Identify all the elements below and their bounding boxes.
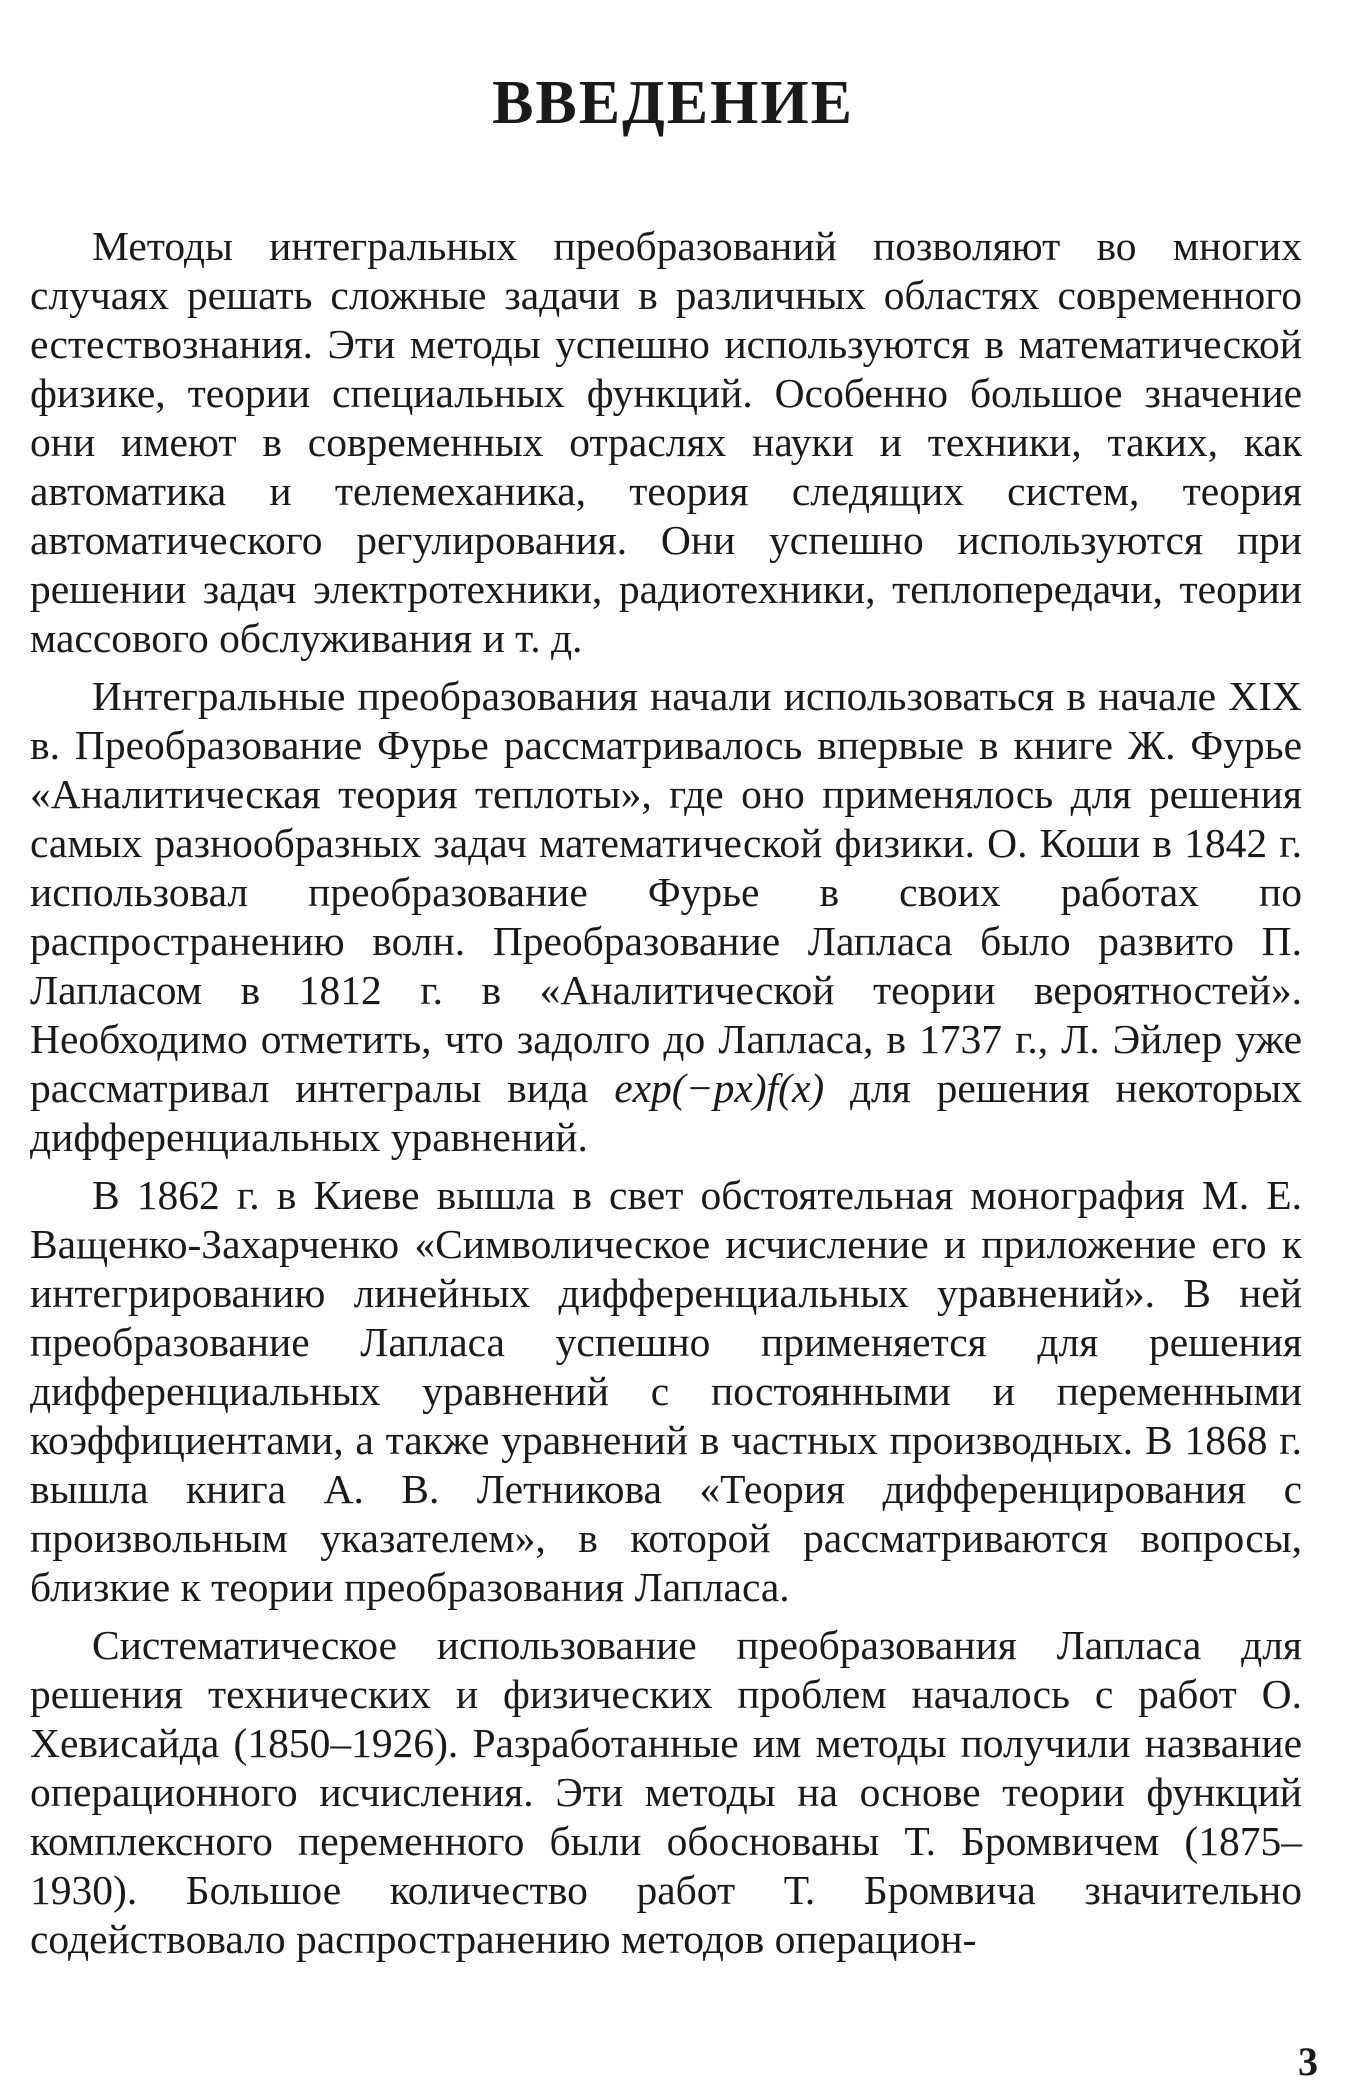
- body-text: [30, 222, 1302, 1973]
- euler-integral-formula: exp(−px)f(x): [614, 1065, 825, 1111]
- chapter-title: ВВЕДЕНИЕ: [492, 69, 854, 137]
- paragraph-4: Систематическое использование преобразования Лапласа для решения технических и физических проблем началось с работ О. Хевисайда (1850–1926). Разработанные им методы получили название операционного исчисления. Эти методы на основе теории функций комплексного переменного были обоснованы Т. Бромвичем (1875–1930). Большое количество работ Т. Бромвича значительно содействовало распространению методов операцион-: [30, 1622, 1302, 1962]
- paragraph-2: [30, 672, 1302, 1162]
- paragraph-1: Методы интегральных преобразований позволяют во многих случаях решать сложные задачи в различных областях современного естествознания. Эти методы успешно используются в математической физике, теории специальных функций. Особенно большое значение они имеют в современных отраслях науки и техники, таких, как автоматика и телемеханика, теория следящих систем, теория автоматического регулирования. Они успешно используются при решении задач электротехники, радиотехники, теплопередачи, теории массового обслуживания и т. д.: [30, 223, 1302, 661]
- paragraph-3: В 1862 г. в Киеве вышла в свет обстоятельная монография М. Е. Ващенко-Захарченко «Символическое исчисление и приложение его к интегрированию линейных дифференциальных уравнений». В ней преобразование Лапласа успешно применяется для решения дифференциальных уравнений с постоянными и переменными коэффициентами, а также уравнений в частных производных. В 1868 г. вышла книга А. В. Летникова «Теория дифференцирования с произвольным указателем», в которой рассматриваются вопросы, близкие к теории преобразования Лапласа.: [30, 1172, 1302, 1610]
- paragraph-2-text-after: для решения некоторых дифференциальных уравнений.: [30, 1065, 1303, 1160]
- page-number: 3: [1298, 2039, 1318, 2084]
- paragraph-2-text-before: Интегральные преобразования начали использоваться в начале XIX в. Преобразование Фурье рассматривалось впервые в книге Ж. Фурье «Аналитическая теория теплоты», где оно применялось для решения самых разнообразных задач математической физики. О. Коши в 1842 г. использовал преобразование Фурье в своих работах по распространению волн. Преобразование Лапласа было развито П. Лапласом в 1812 г. в «Аналитической теории вероятностей». Необходимо отметить, что задолго до Лапласа, в 1737 г., Л. Эйлер уже рассматривал интегралы вида: [30, 673, 1302, 1111]
